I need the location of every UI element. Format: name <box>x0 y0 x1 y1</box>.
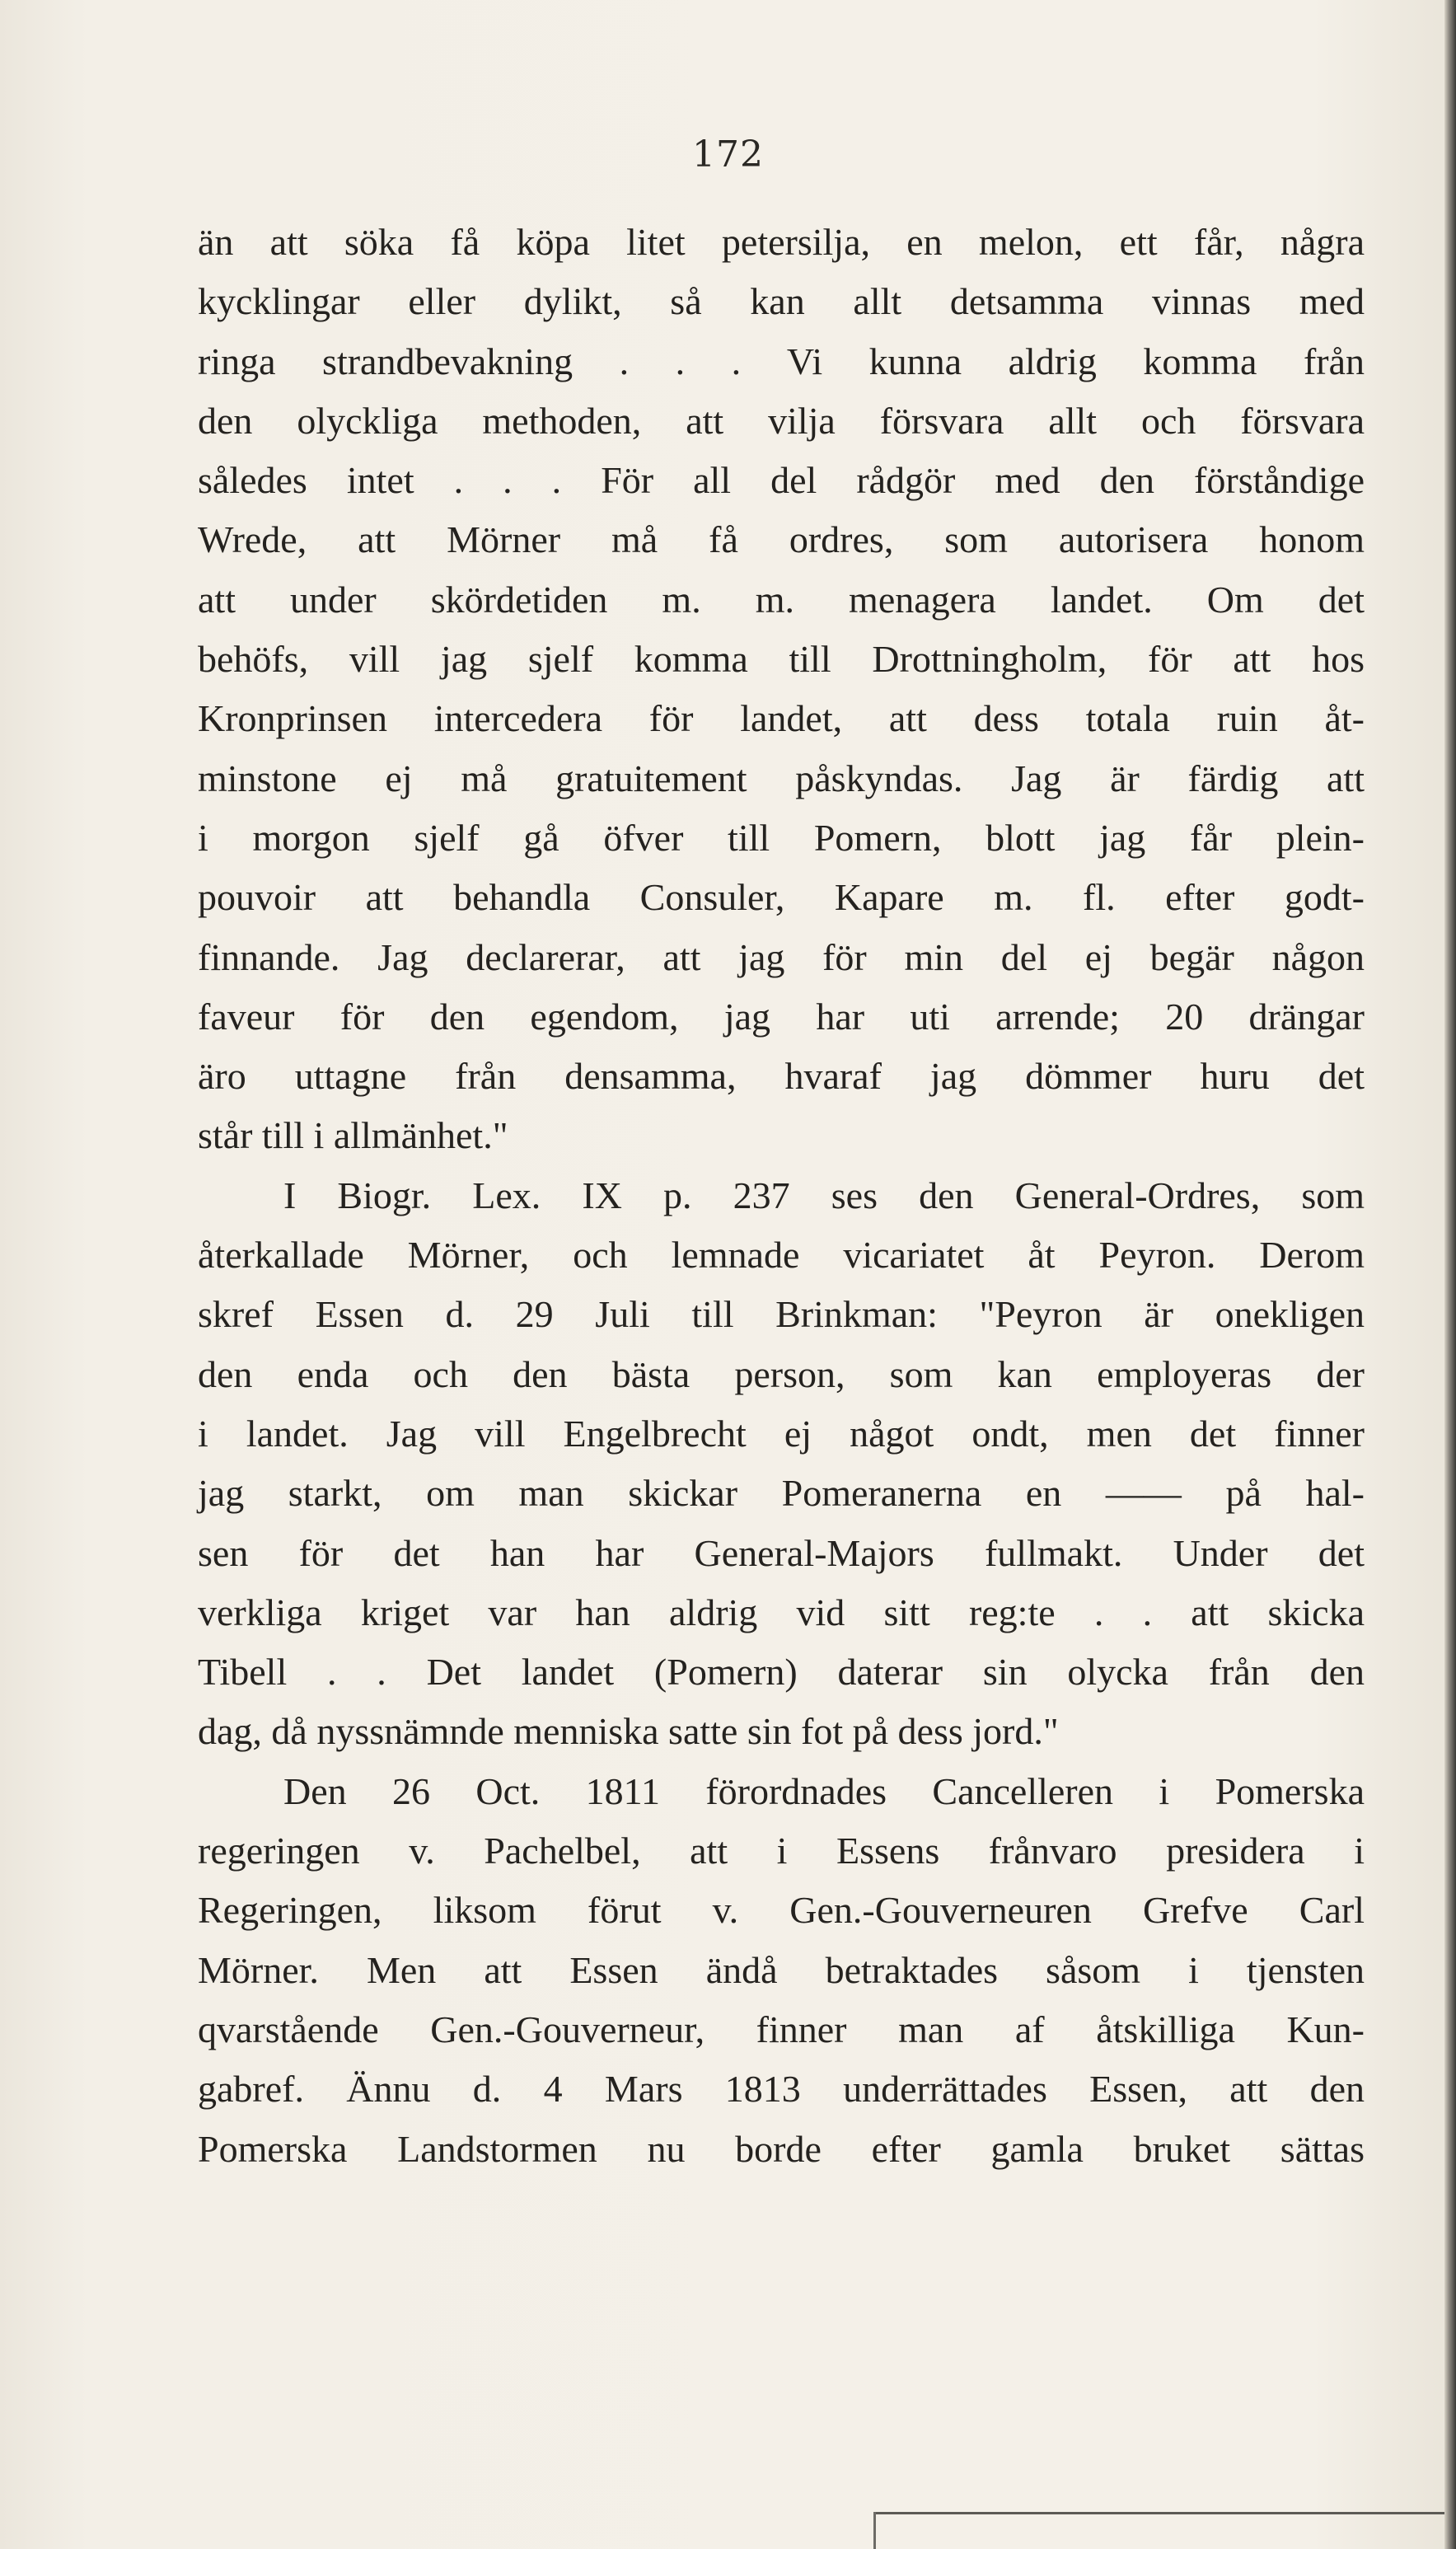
text-line: sen för det han har General-Majors fullmakt. Under det <box>198 1531 1365 1574</box>
text-line: pouvoir att behandla Consuler, Kapare m. fl. efter godt- <box>198 876 1365 919</box>
text-line: i landet. Jag vill Engelbrecht ej något ondt, men det finner <box>198 1412 1365 1455</box>
text-line: än att söka få köpa litet petersilja, en melon, ett får, några <box>198 221 1365 263</box>
text-line: Den 26 Oct. 1811 förordnades Cancelleren i Pomerska <box>283 1769 1365 1812</box>
text-line: behöfs, vill jag sjelf komma till Drottningholm, för att hos <box>198 638 1365 681</box>
text-line: i morgon sjelf gå öfver till Pomern, blott jag får plein- <box>198 816 1365 859</box>
text-line: verkliga kriget var han aldrig vid sitt reg:te . . att skicka <box>198 1591 1365 1633</box>
text-line: faveur för den egendom, jag har uti arrende; 20 drängar <box>198 995 1365 1038</box>
text-line: gabref. Ännu d. 4 Mars 1813 underrättades Essen, att den <box>198 2068 1365 2111</box>
text-line: således intet . . . För all del rådgör med den förståndige <box>198 459 1365 502</box>
text-line: finnande. Jag declarerar, att jag för min del ej begär någon <box>198 935 1365 978</box>
text-line: Wrede, att Mörner må få ordres, som autorisera honom <box>198 518 1365 561</box>
text-line: den olyckliga methoden, att vilja försvara allt och försvara <box>198 399 1365 442</box>
page-edge-rule <box>873 2512 1444 2514</box>
page-binding-edge <box>1444 0 1456 2549</box>
text-line: står till i allmänhet." <box>198 1114 508 1157</box>
text-line: regeringen v. Pachelbel, att i Essens frånvaro presidera i <box>198 1830 1365 1872</box>
text-line: jag starkt, om man skickar Pomeranerna en —— på hal- <box>198 1472 1365 1515</box>
text-line: Pomerska Landstormen nu borde efter gamla bruket sättas <box>198 2127 1365 2170</box>
text-line: Mörner. Men att Essen ändå betraktades såsom i tjensten <box>198 1948 1365 1991</box>
text-line: qvarstående Gen.-Gouverneur, finner man af åtskilliga Kun- <box>198 2008 1365 2050</box>
text-line: Tibell . . Det landet (Pomern) daterar sin olycka från den <box>198 1651 1365 1694</box>
text-line: äro uttagne från densamma, hvaraf jag dömmer huru det <box>198 1055 1365 1098</box>
page-number: 172 <box>692 134 764 176</box>
text-line: Regeringen, liksom förut v. Gen.-Gouverneuren Grefve Carl <box>198 1889 1365 1932</box>
text-line: minstone ej må gratuitement påskyndas. Jag är färdig att <box>198 757 1365 799</box>
body-text <box>198 213 1365 2179</box>
text-line: återkallade Mörner, och lemnade vicariatet åt Peyron. Derom <box>198 1234 1365 1277</box>
text-line: dag, då nyssnämnde menniska satte sin fot på dess jord." <box>198 1710 1059 1753</box>
text-line: I Biogr. Lex. IX p. 237 ses den General-Ordres, som <box>283 1174 1365 1216</box>
text-line: kycklingar eller dylikt, så kan allt detsamma vinnas med <box>198 280 1365 323</box>
text-line: ringa strandbevakning . . . Vi kunna aldrig komma från <box>198 340 1365 382</box>
text-line: den enda och den bästa person, som kan employeras der <box>198 1352 1365 1395</box>
text-line: att under skördetiden m. m. menagera landet. Om det <box>198 578 1365 621</box>
page-edge-rule-vertical <box>873 2512 876 2549</box>
text-line: skref Essen d. 29 Juli till Brinkman: "Peyron är onekligen <box>198 1293 1365 1336</box>
text-line: Kronprinsen intercedera för landet, att dess totala ruin åt- <box>198 697 1365 740</box>
